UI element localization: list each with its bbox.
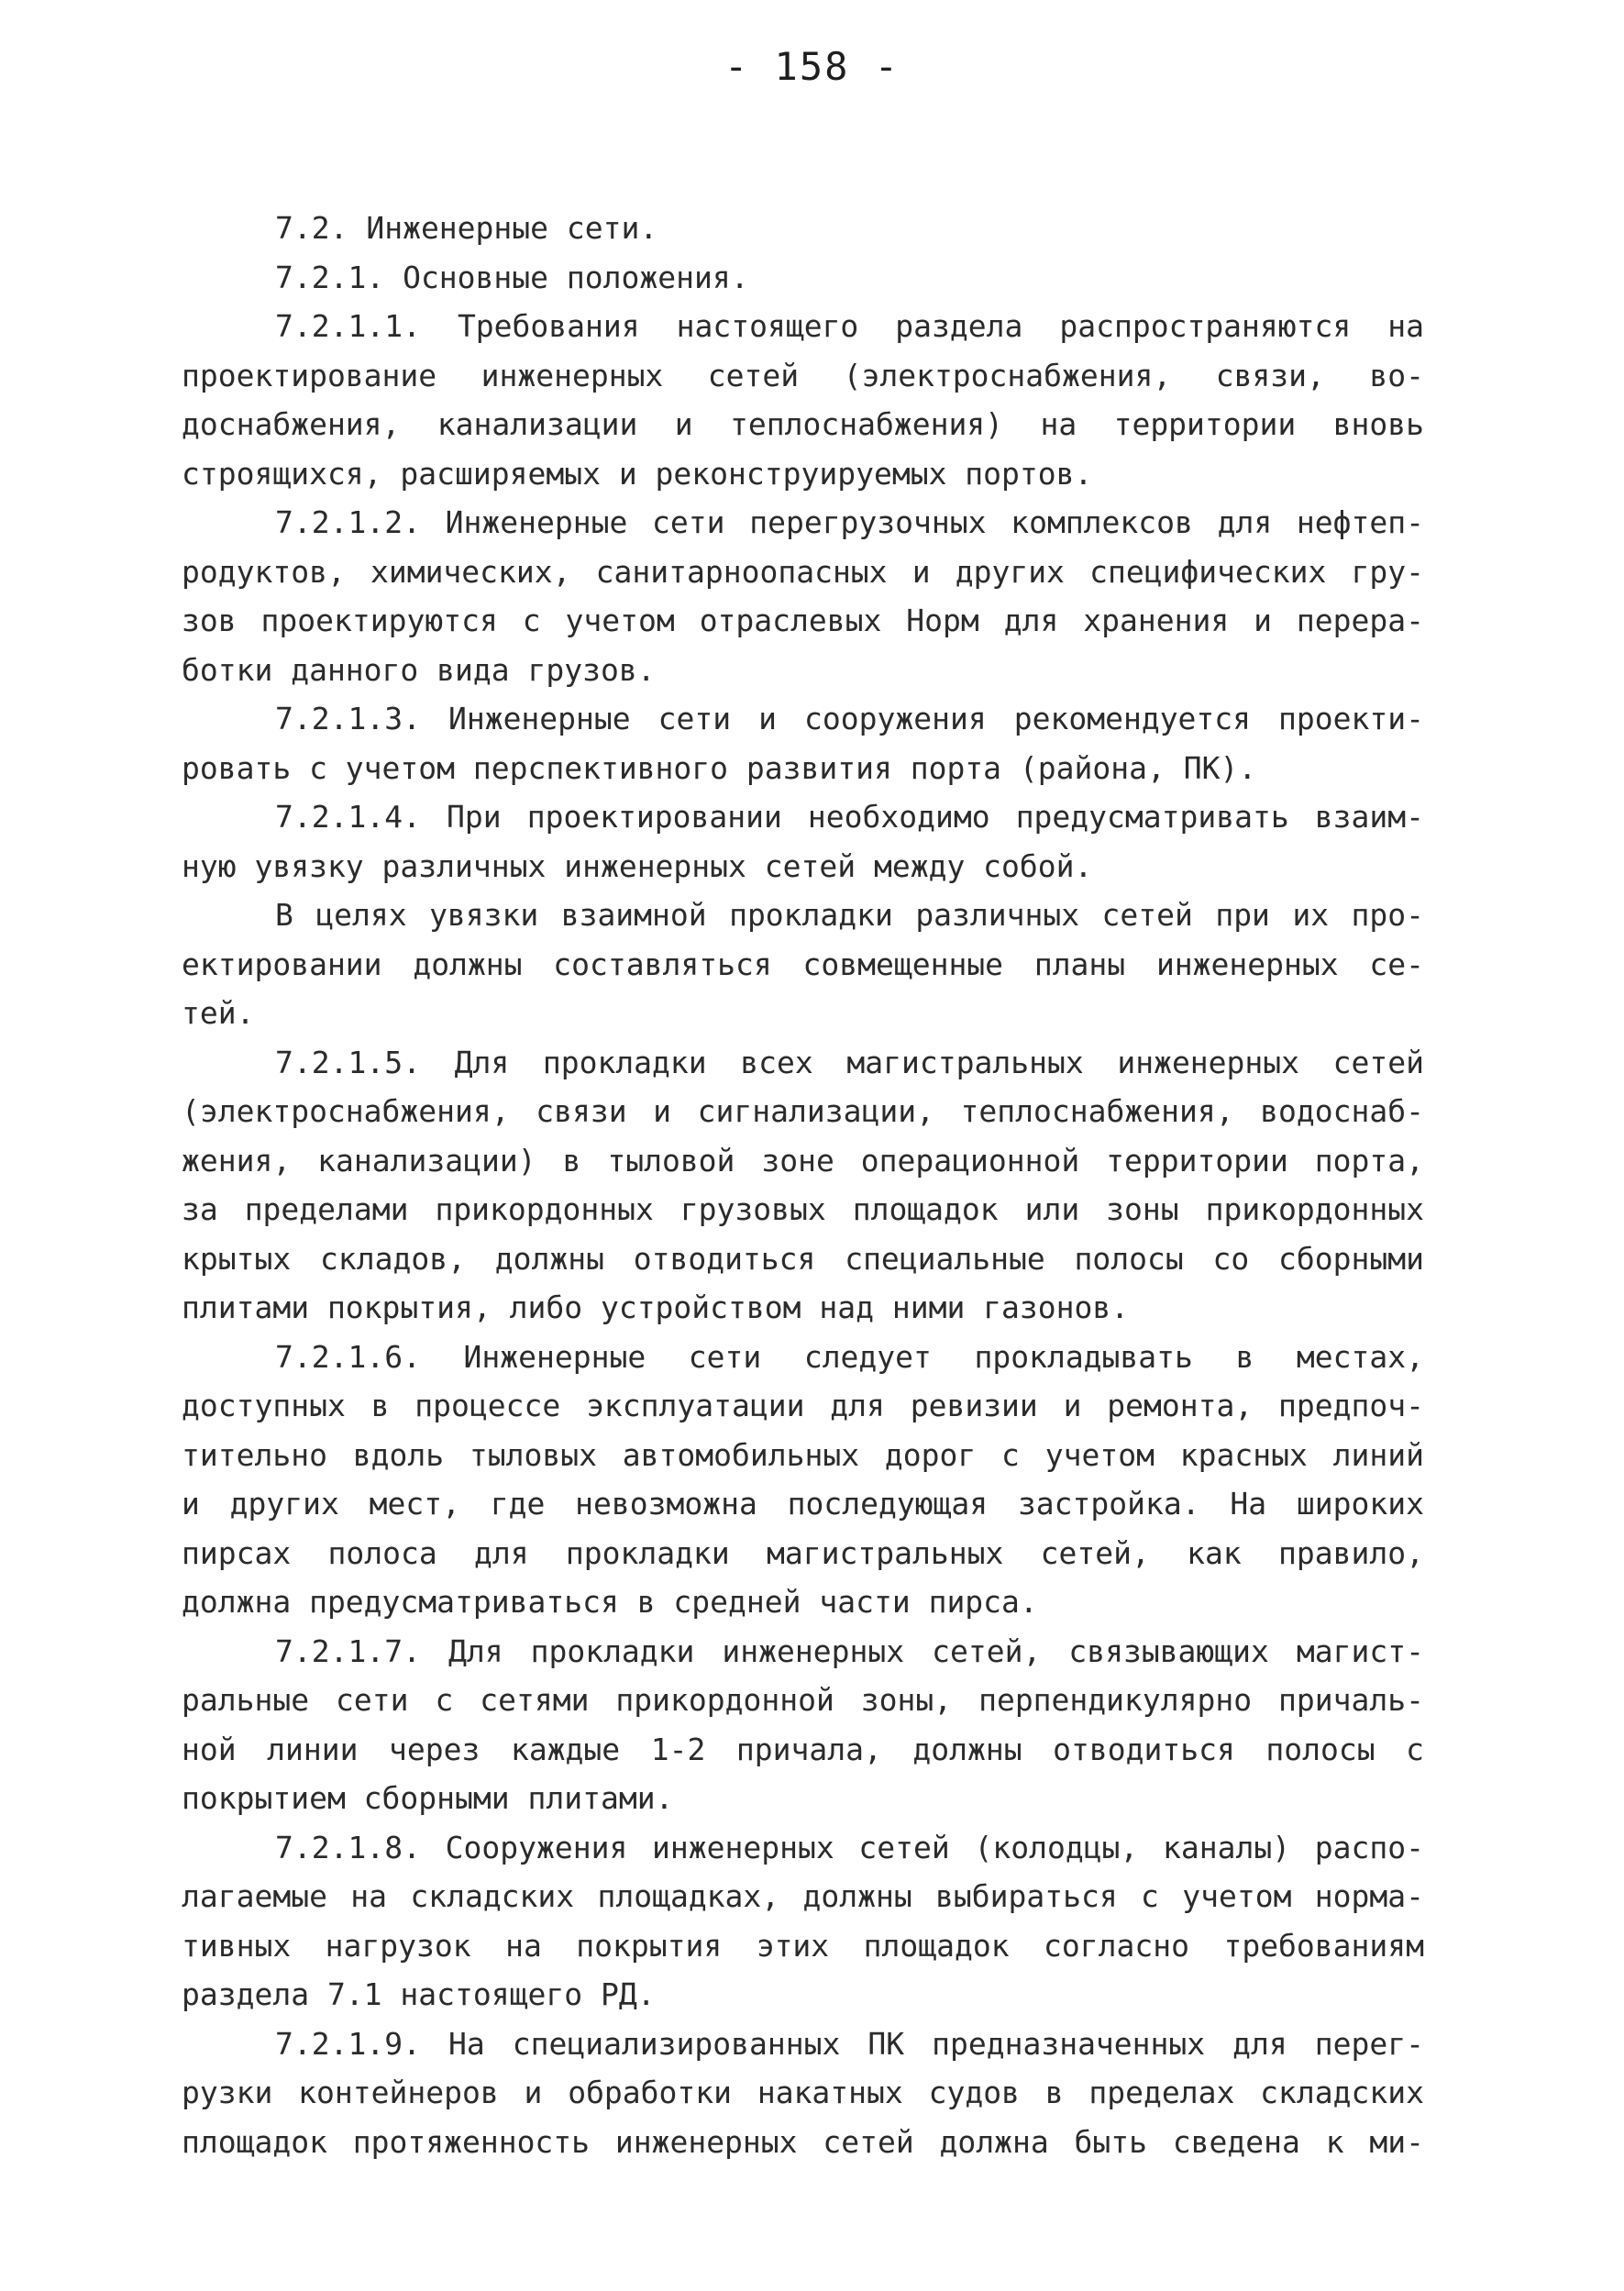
- text-line: проектирование инженерных сетей (электроснабжения, связи, во-: [182, 357, 1424, 393]
- text-line: 7.2.1. Основные положения.: [275, 259, 749, 295]
- text-line: за пределами прикордонных грузовых площадок или зоны прикордонных: [182, 1191, 1424, 1227]
- text-line: ную увязку различных инженерных сетей между собой.: [182, 847, 1093, 884]
- text-line: ной линии через каждые 1-2 причала, должны отводиться полосы с: [182, 1731, 1424, 1767]
- text-line: строящихся, расширяемых и реконструируемых портов.: [182, 455, 1093, 492]
- text-line: и других мест, где невозможна последующая застройка. На широких: [182, 1486, 1424, 1522]
- text-line: 7.2.1.2. Инженерные сети перегрузочных комплексов для нефтеп-: [275, 504, 1424, 540]
- text-line: жения, канализации) в тыловой зоне операционной территории порта,: [182, 1142, 1424, 1179]
- text-line: раздела 7.1 настоящего РД.: [182, 1976, 656, 2012]
- text-line: доступных в процессе эксплуатации для ревизии и ремонта, предпоч-: [182, 1388, 1424, 1423]
- page-number: - 158 -: [724, 44, 900, 89]
- text-line: родуктов, химических, санитарноопасных и других специфических гру-: [182, 553, 1424, 590]
- text-line: 7.2.1.7. Для прокладки инженерных сетей, связывающих магист-: [275, 1632, 1424, 1669]
- text-line: В целях увязки взаимной прокладки различных сетей при их про-: [275, 897, 1424, 933]
- text-line: 7.2.1.9. На специализированных ПК предназначенных для перег-: [275, 2025, 1424, 2062]
- text-line: пирсах полоса для прокладки магистральных сетей, как правило,: [182, 1534, 1424, 1571]
- text-line: площадок протяженность инженерных сетей должна быть сведена к ми-: [182, 2123, 1424, 2160]
- text-line: должна предусматриваться в средней части пирса.: [182, 1584, 1038, 1620]
- text-line: тивных нагрузок на покрытия этих площадок согласно требованиям: [182, 1927, 1424, 1964]
- text-line: рузки контейнеров и обработки накатных судов в пределах складских: [182, 2075, 1424, 2110]
- text-line: 7.2.1.8. Сооружения инженерных сетей (колодцы, каналы) распо-: [275, 1829, 1424, 1865]
- text-line: 7.2.1.5. Для прокладки всех магистральных инженерных сетей: [275, 1044, 1424, 1080]
- text-line: доснабжения, канализации и теплоснабжения) на территории вновь: [182, 406, 1424, 442]
- text-line: (электроснабжения, связи и сигнализации, теплоснабжения, водоснаб-: [182, 1093, 1424, 1129]
- text-line: ровать с учетом перспективного развития порта (района, ПК).: [182, 749, 1257, 786]
- text-line: ботки данного вида грузов.: [182, 651, 656, 688]
- text-line: крытых складов, должны отводиться специальные полосы со сборными: [182, 1240, 1424, 1277]
- text-line: зов проектируются с учетом отраслевых Норм для хранения и перера-: [182, 603, 1424, 638]
- text-line: 7.2.1.4. При проектировании необходимо предусматривать взаим-: [275, 799, 1424, 835]
- text-line: 7.2. Инженерные сети.: [275, 210, 658, 246]
- text-line: лагаемые на складских площадках, должны выбираться с учетом норма-: [182, 1878, 1424, 1914]
- text-line: покрытием сборными плитами.: [182, 1780, 674, 1816]
- text-line: 7.2.1.1. Требования настоящего раздела распространяются на: [275, 308, 1424, 344]
- text-line: тительно вдоль тыловых автомобильных дорог с учетом красных линий: [182, 1436, 1424, 1473]
- text-line: 7.2.1.6. Инженерные сети следует прокладывать в местах,: [275, 1338, 1424, 1375]
- text-line: ектировании должны составляться совмещенные планы инженерных се-: [182, 946, 1424, 982]
- text-line: тей.: [182, 995, 255, 1031]
- text-line: 7.2.1.3. Инженерные сети и сооружения рекомендуется проекти-: [275, 701, 1424, 736]
- body-text: [182, 204, 1424, 2166]
- text-line: плитами покрытия, либо устройством над ними газонов.: [182, 1289, 1130, 1325]
- text-line: ральные сети с сетями прикордонной зоны, перпендикулярно причаль-: [182, 1682, 1424, 1718]
